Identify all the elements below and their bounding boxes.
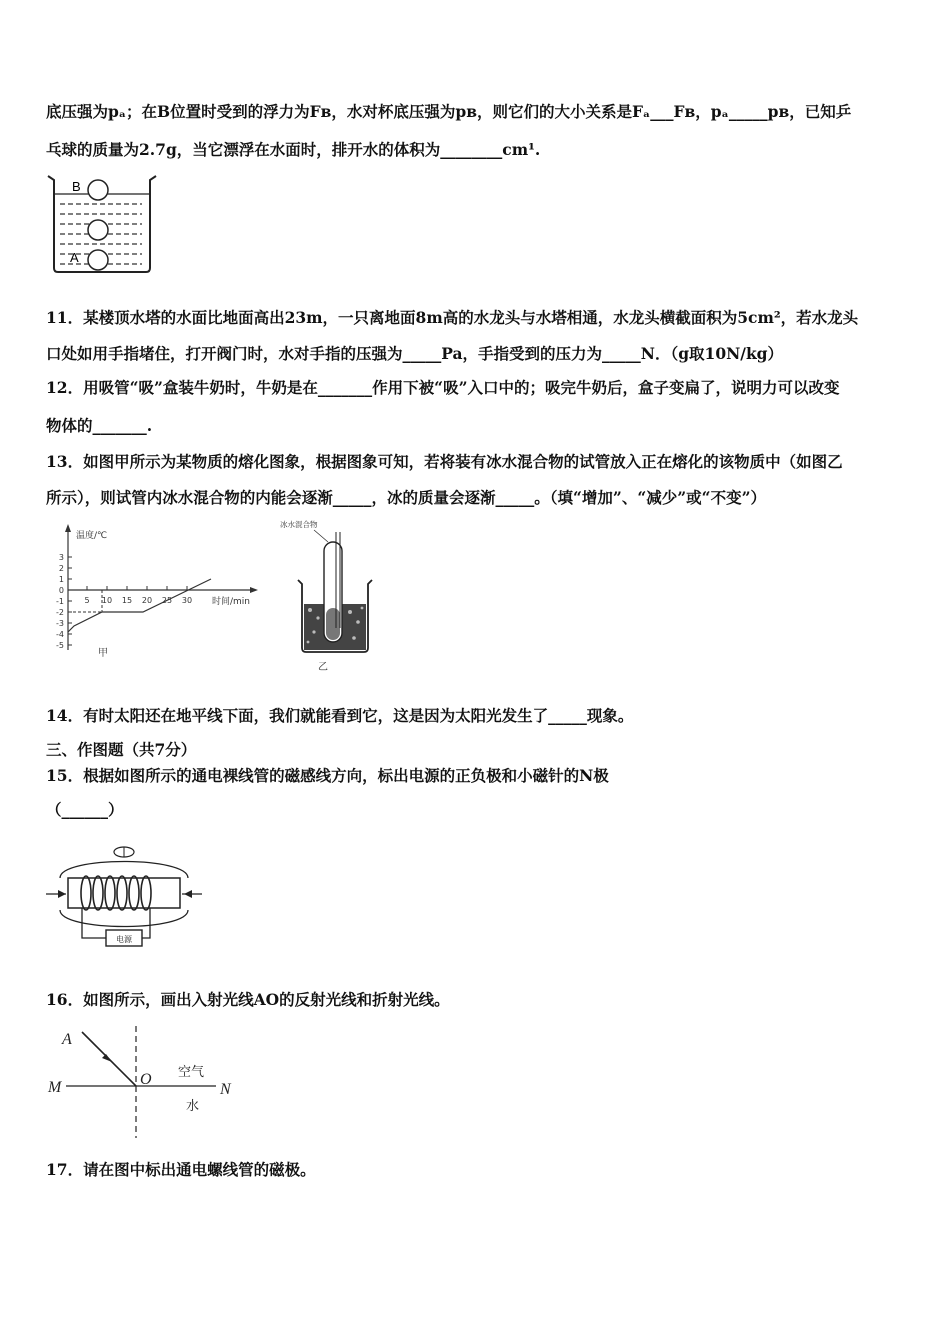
- y-tick-label: 1: [58, 575, 64, 584]
- y-tick-label: 0: [58, 586, 64, 595]
- y-tick-label: -5: [56, 641, 64, 650]
- ball-a: [88, 250, 108, 270]
- q13-line-2: 所示），则试管内冰水混合物的内能会逐渐_____，冰的质量会逐渐_____。（填“增加”、“减少”或“不变”）: [46, 488, 766, 507]
- label-a: A: [70, 250, 79, 265]
- q15-line-1: 15．根据如图所示的通电裸线管的磁感线方向，标出电源的正负极和小磁针的N极: [46, 766, 609, 785]
- label-water: 水: [186, 1099, 200, 1114]
- y-tick-label: 3: [58, 553, 64, 562]
- x-tick-label: 25: [161, 596, 173, 605]
- x-tick-label: 5: [84, 596, 90, 605]
- label-b: B: [72, 179, 81, 194]
- ball-middle: [88, 220, 108, 240]
- y-axis-title: 温度/℃: [76, 531, 108, 541]
- test-tube-figure: [278, 518, 378, 678]
- x-axis-title: 时间/min: [212, 597, 251, 607]
- q12-line-2: 物体的_______.: [46, 416, 153, 435]
- section-3-heading: 三、作图题（共7分）: [46, 740, 197, 759]
- q10-line-2: 乓球的质量为2.7g，当它漂浮在水面时，排开水的体积为________cm¹.: [46, 140, 541, 159]
- q17-line: 17．请在图中标出通电螺线管的磁极。: [46, 1160, 316, 1179]
- power-label: 电源: [116, 935, 132, 944]
- q11-line-1: 11．某楼顶水塔的水面比地面高出23m，一只离地面8m高的水龙头与水塔相通，水龙头横截面积为5cm²，若水龙头: [46, 308, 859, 327]
- q10-line-1: 底压强为pₐ；在B位置时受到的浮力为Fʙ，水对杯底压强为pʙ，则它们的大小关系是Fₐ___Fʙ，pₐ_____pʙ，已知乒: [46, 102, 852, 121]
- melting-curve: [68, 579, 211, 632]
- solenoid-figure: [46, 832, 202, 954]
- graph-caption: 甲: [98, 648, 108, 659]
- x-tick-label: 15: [121, 596, 133, 605]
- q16-line: 16．如图所示，画出入射光线AO的反射光线和折射光线。: [46, 990, 450, 1009]
- x-tick-label: 10: [101, 596, 113, 605]
- y-tick-label: -3: [56, 619, 64, 628]
- refraction-figure: [46, 1024, 246, 1140]
- ball-b: [88, 180, 108, 200]
- y-ticks: [56, 553, 72, 650]
- label-a: A: [62, 1031, 72, 1048]
- y-tick-label: -1: [56, 597, 64, 606]
- label-o: O: [140, 1071, 152, 1088]
- beaker-figure: [46, 172, 158, 276]
- q14-line: 14．有时太阳还在地平线下面，我们就能看到它，这是因为太阳光发生了_____现象。: [46, 706, 634, 725]
- y-tick-label: -4: [56, 630, 64, 639]
- x-tick-label: 30: [181, 596, 193, 605]
- q12-line-1: 12．用吸管“吸”盒装牛奶时，牛奶是在_______作用下被“吸”入口中的；吸完牛奶后，盒子变扁了，说明力可以改变: [46, 378, 840, 397]
- label-n: N: [220, 1081, 231, 1098]
- label-air: 空气: [178, 1065, 205, 1080]
- q11-line-2: 口处如用手指堵住，打开阀门时，水对手指的压强为_____Pa，手指受到的压力为_____N．（g取10N/kg）: [46, 344, 784, 363]
- tube-caption: 乙: [318, 662, 328, 673]
- q15-line-2: （______）: [46, 800, 124, 819]
- x-tick-label: 20: [141, 596, 153, 605]
- q13-line-1: 13．如图甲所示为某物质的熔化图象，根据图象可知，若将装有冰水混合物的试管放入正在熔化的该物质中（如图乙: [46, 452, 843, 471]
- mixture-label: 冰水混合物: [280, 520, 318, 529]
- melting-graph-figure: [46, 520, 268, 662]
- label-m: M: [48, 1079, 62, 1096]
- y-tick-label: 2: [58, 564, 64, 573]
- y-tick-label: -2: [56, 608, 64, 617]
